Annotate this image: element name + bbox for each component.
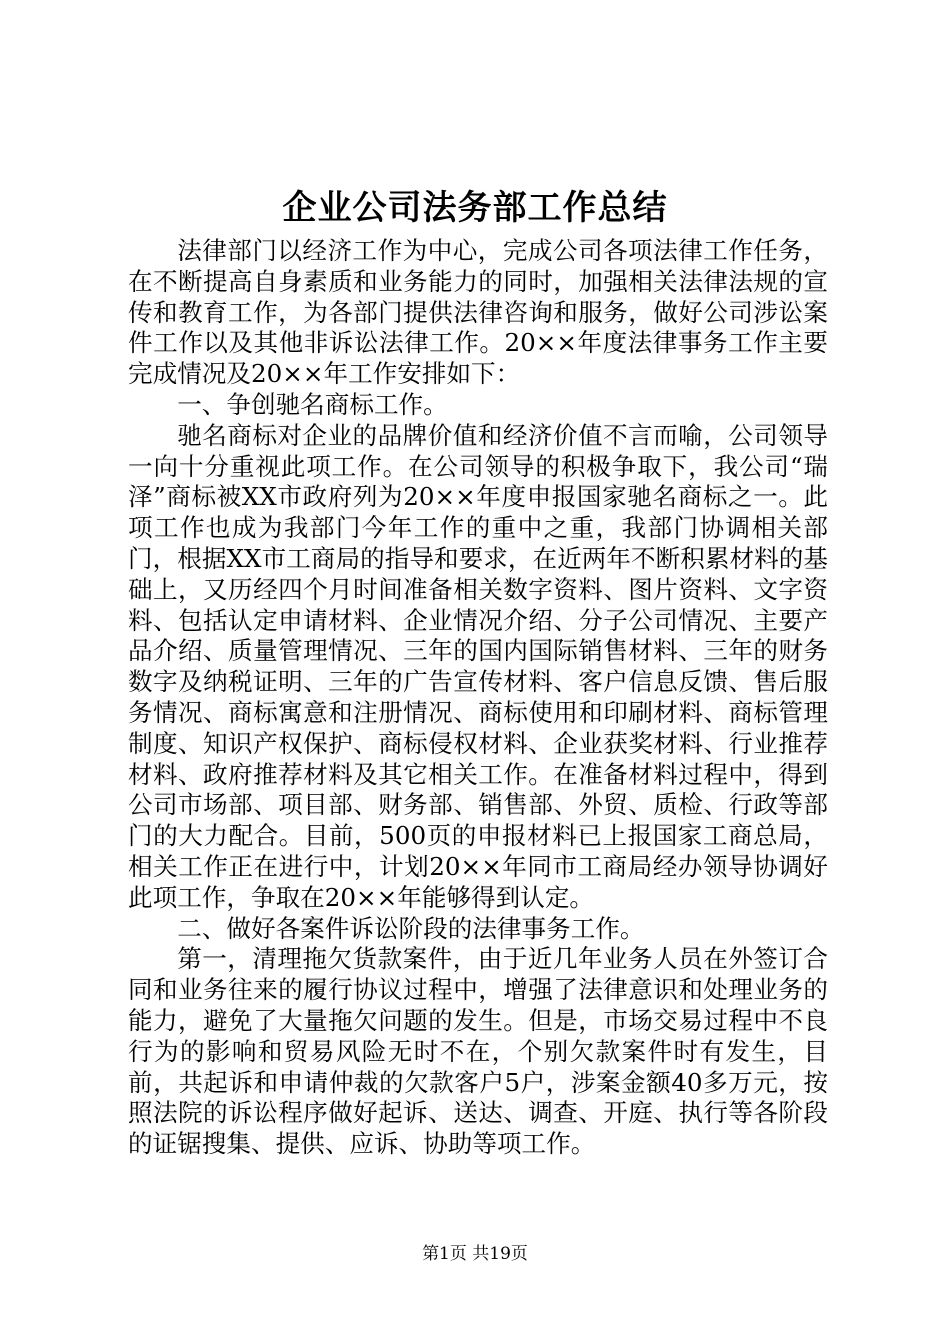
paragraph-trademark: 驰名商标对企业的品牌价值和经济价值不言而喻，公司领导一向十分重视此项工作。在公司领导的积极争取下，我公司“瑞泽”商标被XX市政府列为20××年度申报国家驰名商标之一。此项工作也成为我部门今年工作的重中之重，我部门协调相关部门，根据XX市工商局的指导和要求，在近两年不断积累材料的基础上，又历经四个月时间准备相关数字资料、图片资料、文字资料、包括认定申请材料、企业情况介绍、分子公司情况、主要产品介绍、质量管理情况、三年的国内国际销售材料、三年的财务数字及纳税证明、三年的广告宣传材料、客户信息反馈、售后服务情况、商标寓意和注册情况、商标使用和印刷材料、商标管理制度、知识产权保护、商标侵权材料、企业获奖材料、行业推荐材料、政府推荐材料及其它相关工作。在准备材料过程中，得到公司市场部、项目部、财务部、销售部、外贸、质检、行政等部门的大力配合。目前，500页的申报材料已上报国家工商总局，相关工作正在进行中，计划20××年同市工商局经办领导协调好此项工作，争取在20××年能够得到认定。 [128, 420, 828, 912]
document-title: 企业公司法务部工作总结 [282, 188, 668, 228]
section-heading-1: 一、争创驰名商标工作。 [177, 389, 448, 419]
paragraph-litigation: 第一，清理拖欠货款案件，由于近几年业务人员在外签订合同和业务往来的履行协议过程中，增强了法律意识和处理业务的能力，避免了大量拖欠问题的发生。但是，市场交易过程中不良行为的影响和贸易风险无时不在，个别欠款案件时有发生，目前，共起诉和申请仲裁的欠款客户5户，涉案金额40多万元，按照法院的诉讼程序做好起诉、送达、调查、开庭、执行等各阶段的证锯搜集、提供、应诉、协助等项工作。 [128, 944, 828, 1159]
section-heading-2: 二、做好各案件诉讼阶段的法律事务工作。 [177, 913, 645, 943]
page-footer: 第1页 共19页 [422, 1244, 528, 1264]
document-body [128, 236, 828, 1160]
paragraph-intro: 法律部门以经济工作为中心，完成公司各项法律工作任务，在不断提高自身素质和业务能力的同时，加强相关法律法规的宣传和教育工作，为各部门提供法律咨询和服务，做好公司涉讼案件工作以及其他非诉讼法律工作。20××年度法律事务工作主要完成情况及20××年工作安排如下： [128, 236, 828, 389]
